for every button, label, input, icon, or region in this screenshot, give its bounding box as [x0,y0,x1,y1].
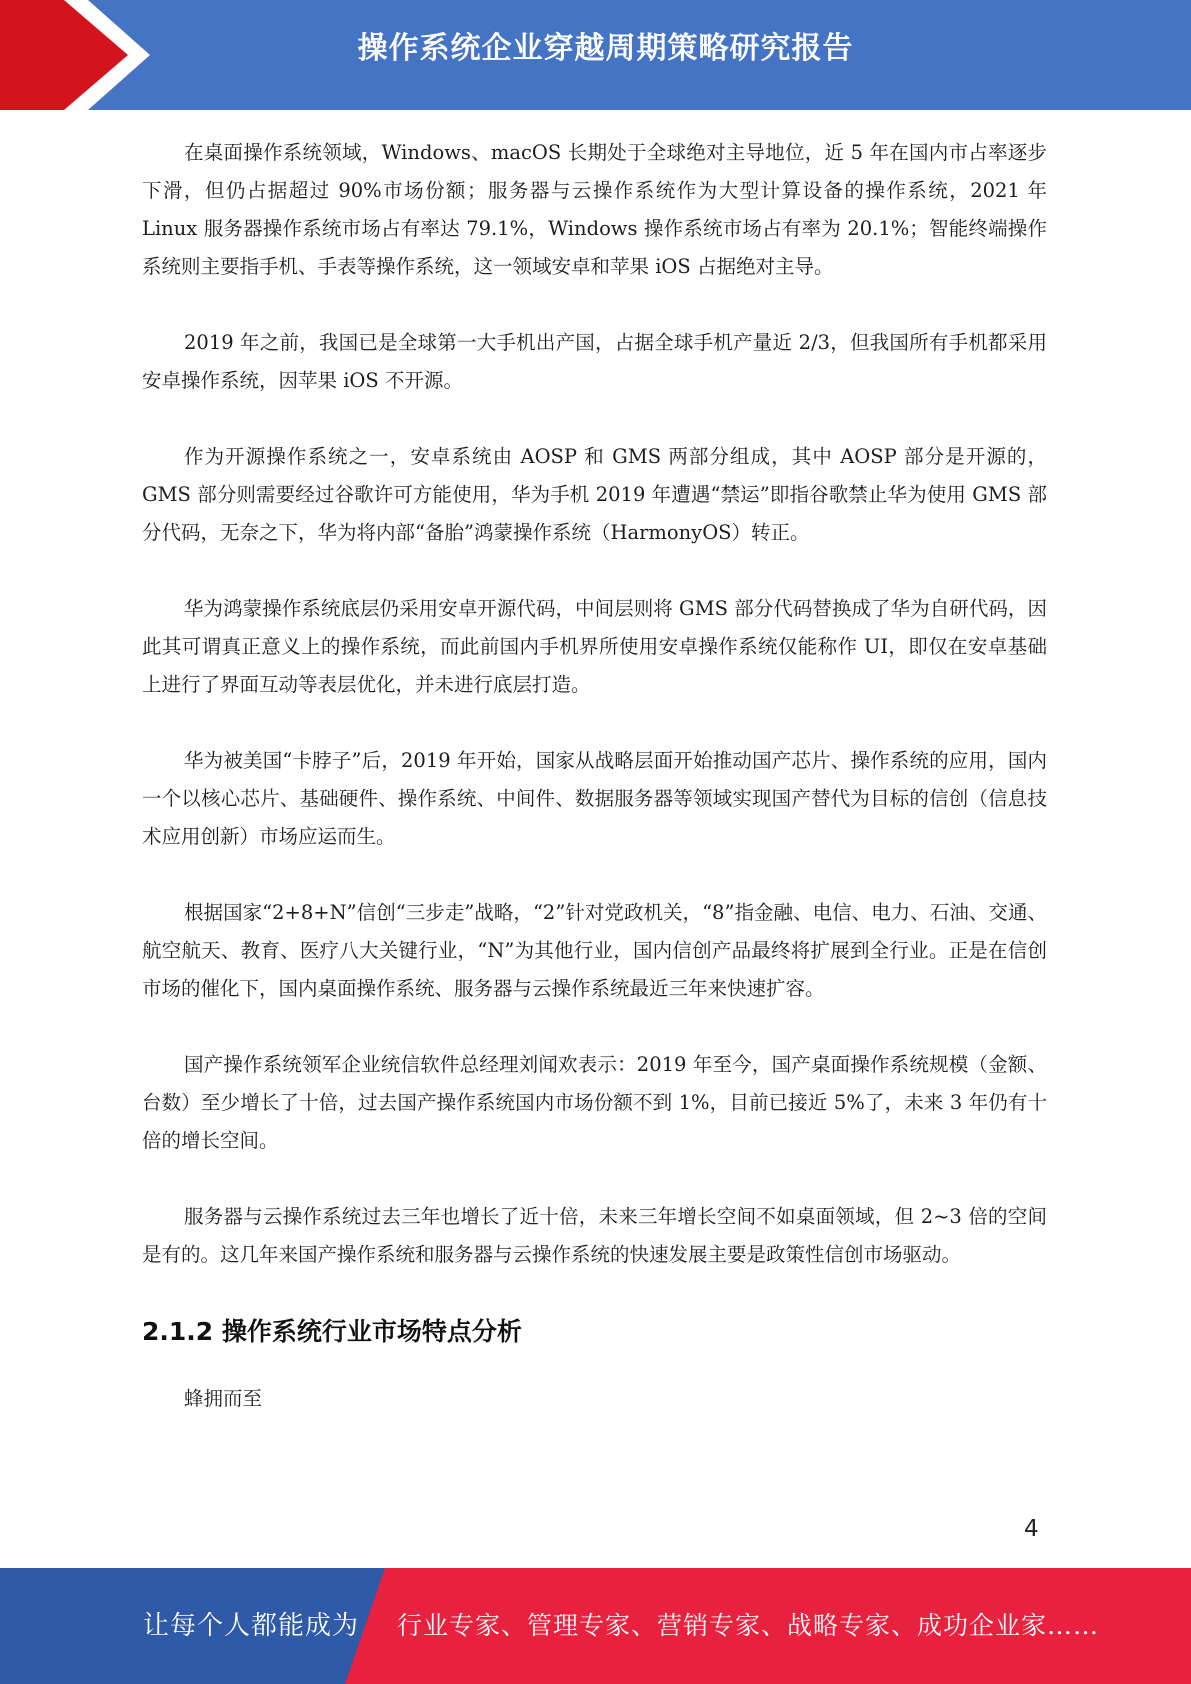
page-number: 4 [1024,1516,1039,1542]
document-body [142,134,1047,1456]
footer-slogan-right: 行业专家、管理专家、营销专家、战略专家、成功企业家…… [397,1611,1100,1640]
paragraph: 作为开源操作系统之一，安卓系统由 AOSP 和 GMS 两部分组成，其中 AOSP 部分是开源的，GMS 部分则需要经过谷歌许可方能使用，华为手机 2019 年遭遇“禁运”即指谷歌禁止华为使用 GMS 部分代码，无奈之下，华为将内部“备胎”鸿蒙操作系统（HarmonyOS）转正。 [142,445,1047,544]
section-heading: 2.1.2 操作系统行业市场特点分析 [142,1317,522,1346]
section-first-line: 蜂拥而至 [184,1387,263,1410]
paragraph: 国产操作系统领军企业统信软件总经理刘闻欢表示：2019 年至今，国产桌面操作系统规模（金额、台数）至少增长了十倍，过去国产操作系统国内市场份额不到 1%，目前已接近 5%了，未来 3 年仍有十倍的增长空间。 [142,1053,1047,1152]
footer-slogan-left: 让每个人都能成为 [143,1611,360,1641]
page-footer [0,1568,1191,1684]
paragraph: 在桌面操作系统领域，Windows、macOS 长期处于全球绝对主导地位，近 5 年在国内市占率逐步下滑，但仍占据超过 90%市场份额；服务器与云操作系统作为大型计算设备的操作系统，2021 年 Linux 服务器操作系统市场占有率达 79.1%，Windows 操作系统市场占有率为 20.1%；智能终端操作系统则主要指手机、手表等操作系统，这一领域安卓和苹果 iOS 占据绝对主导。 [142,141,1047,278]
paragraph: 华为鸿蒙操作系统底层仍采用安卓开源代码，中间层则将 GMS 部分代码替换成了华为自研代码，因此其可谓真正意义上的操作系统，而此前国内手机界所使用安卓操作系统仅能称作 UI，即仅在安卓基础上进行了界面互动等表层优化，并未进行底层打造。 [142,597,1047,696]
paragraph: 根据国家“2+8+N”信创“三步走”战略，“2”针对党政机关，“8”指金融、电信、电力、石油、交通、航空航天、教育、医疗八大关键行业，“N”为其他行业，国内信创产品最终将扩展到全行业。正是在信创市场的催化下，国内桌面操作系统、服务器与云操作系统最近三年来快速扩容。 [142,901,1047,1000]
paragraph: 服务器与云操作系统过去三年也增长了近十倍，未来三年增长空间不如桌面领域，但 2~3 倍的空间是有的。这几年来国产操作系统和服务器与云操作系统的快速发展主要是政策性信创市场驱动。 [142,1205,1047,1266]
page-header [0,0,1191,110]
report-title: 操作系统企业穿越周期策略研究报告 [357,31,854,66]
paragraph: 2019 年之前，我国已是全球第一大手机出产国，占据全球手机产量近 2/3，但我国所有手机都采用安卓操作系统，因苹果 iOS 不开源。 [142,331,1047,392]
paragraph: 华为被美国“卡脖子”后，2019 年开始，国家从战略层面开始推动国产芯片、操作系统的应用，国内一个以核心芯片、基础硬件、操作系统、中间件、数据服务器等领域实现国产替代为目标的信创（信息技术应用创新）市场应运而生。 [142,749,1047,848]
